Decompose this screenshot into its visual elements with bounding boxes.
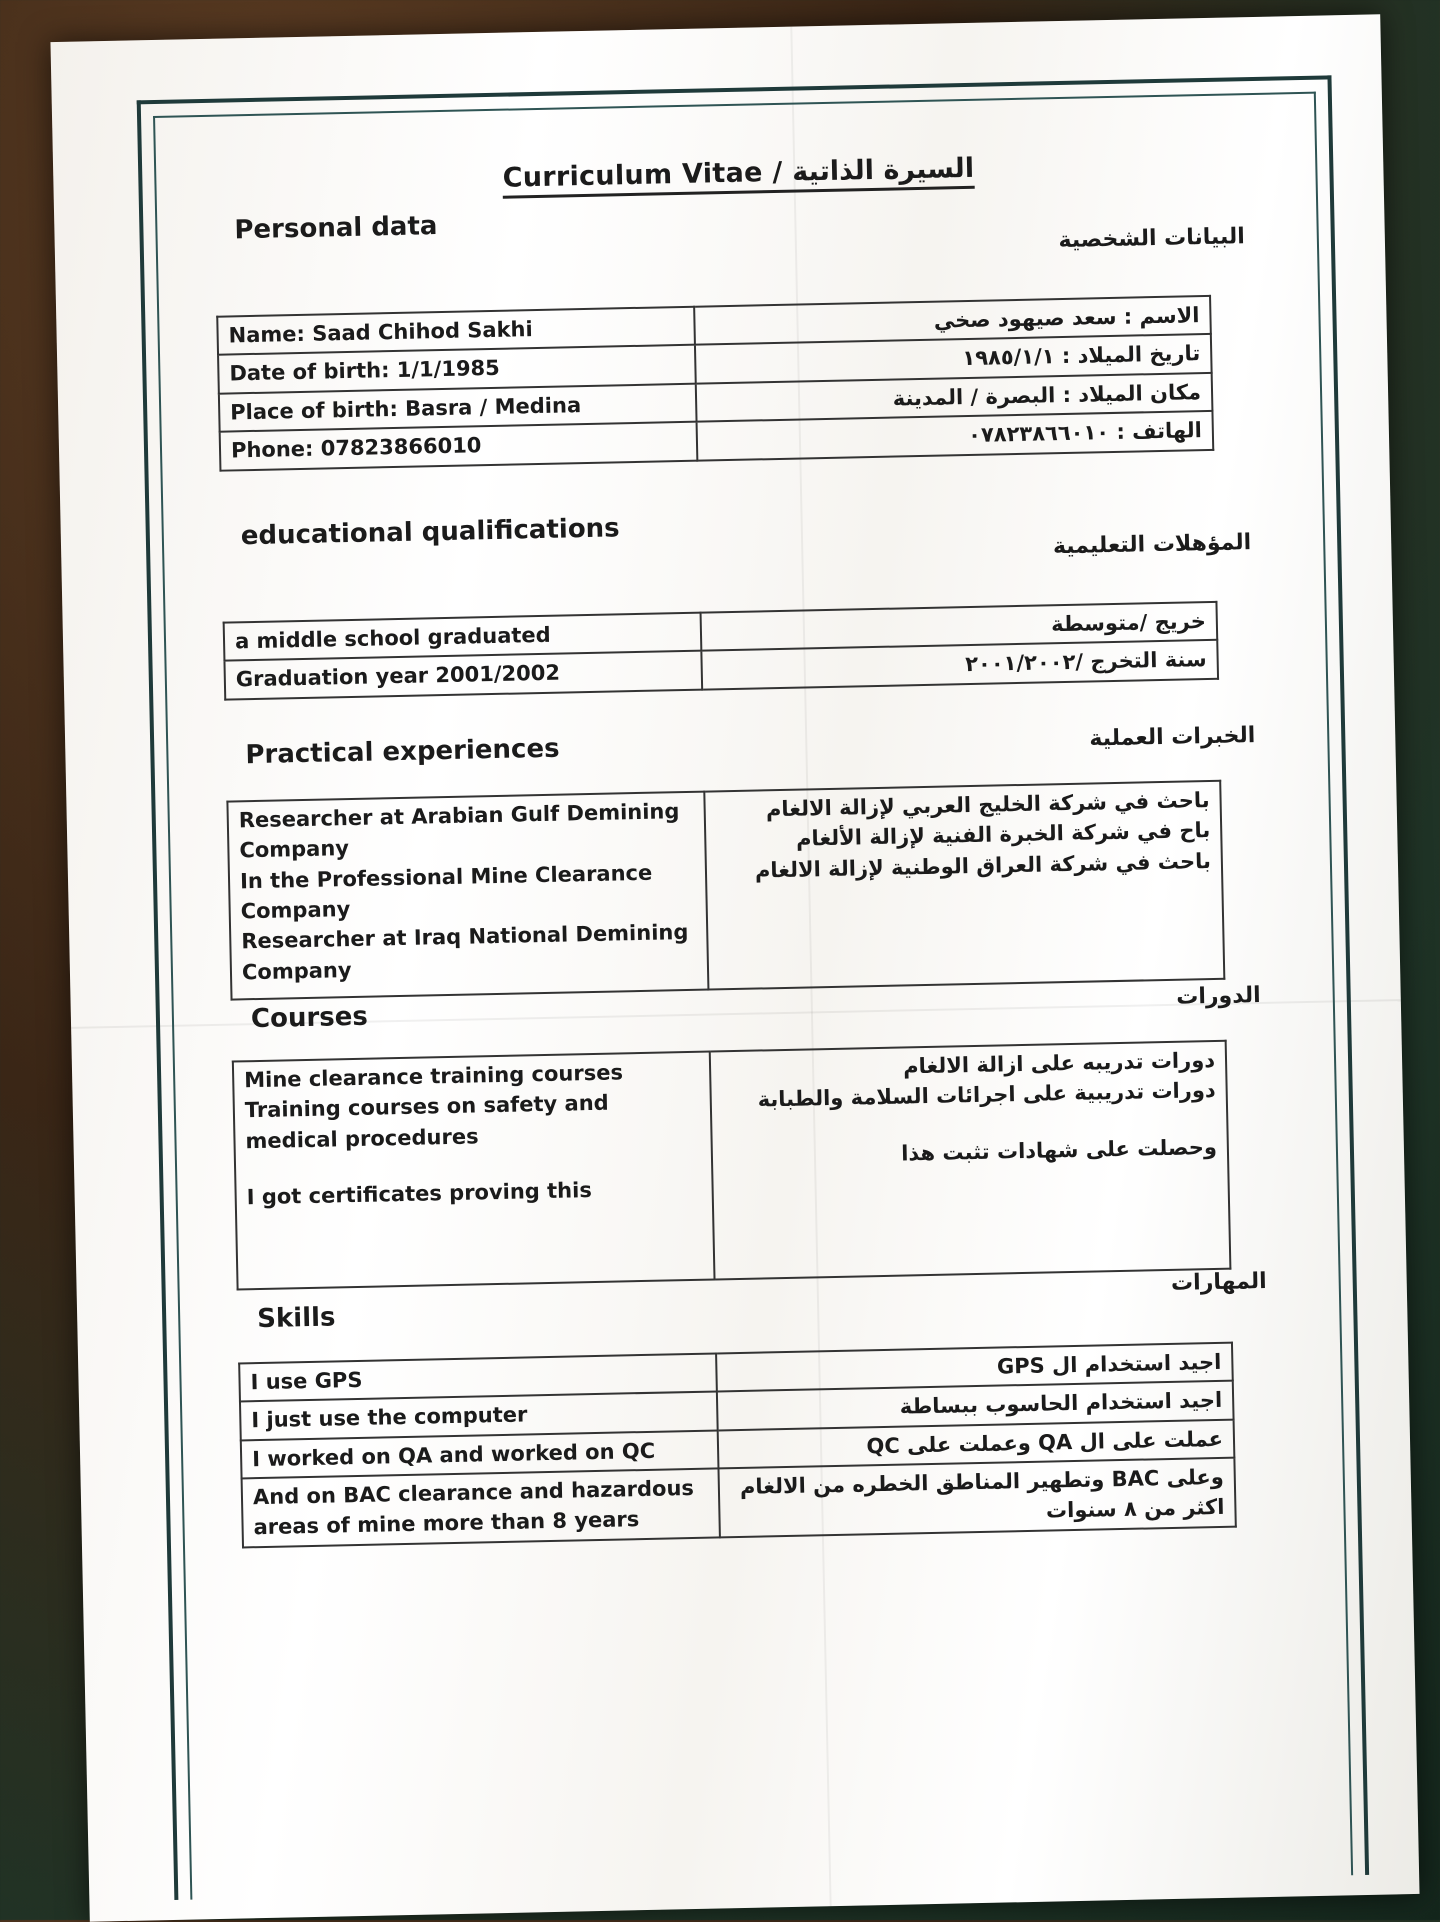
section-heading-en: Personal data bbox=[234, 211, 438, 246]
cell-ar: مكان الميلاد : البصرة / المدينة bbox=[695, 373, 1212, 422]
document-title-text: Curriculum Vitae / السيرة الذاتية bbox=[502, 153, 974, 199]
cell-ar: تاريخ الميلاد : ١٩٨٥/١/١ bbox=[695, 334, 1212, 383]
cell-en: Phone: 07823866010 bbox=[220, 422, 697, 470]
cell-en: I worked on QA and worked on QC bbox=[241, 1430, 718, 1478]
cell-en: I just use the computer bbox=[240, 1392, 717, 1440]
courses-cert-en: I got certificates proving this bbox=[246, 1177, 593, 1210]
section-heading-ar: الدورات bbox=[1175, 982, 1261, 1010]
cell-en: Place of birth: Basra / Medina bbox=[219, 384, 696, 432]
cell-ar: الاسم : سعد صيهود صخي bbox=[694, 296, 1211, 345]
courses-cert-ar: وحصلت على شهادات تثبت هذا bbox=[900, 1134, 1218, 1166]
section-heading-ar: المهارات bbox=[1170, 1268, 1267, 1296]
cell-ar: سنة التخرج /٢٠٠١/٢٠٠٢ bbox=[701, 640, 1218, 689]
cell-ar: خريج /متوسطة bbox=[700, 602, 1217, 651]
cv-content bbox=[203, 137, 1309, 1879]
cell-en: Name: Saad Chihod Sakhi bbox=[217, 307, 694, 355]
section-heading-ar: المؤهلات التعليمية bbox=[1052, 529, 1252, 559]
section-heading-en: Skills bbox=[256, 1302, 336, 1334]
cell-ar: وعلى BAC وتطهير المناطق الخطره من الالغام اكثر من ٨ سنوات bbox=[718, 1458, 1236, 1538]
courses-ar: دورات تدريبه على ازالة الالغام دورات تدريبية على اجرائات السلامة والطبابة bbox=[757, 1047, 1216, 1112]
cell-en: And on BAC clearance and hazardous areas of mine more than 8 years bbox=[242, 1468, 720, 1547]
courses-table bbox=[232, 1039, 1232, 1290]
cv-paper bbox=[50, 14, 1419, 1921]
courses-en-cell bbox=[233, 1051, 714, 1289]
experience-table bbox=[226, 779, 1225, 1000]
section-heading-en: Courses bbox=[250, 1001, 369, 1034]
table-row bbox=[227, 780, 1224, 999]
section-heading-ar: البيانات الشخصية bbox=[1058, 224, 1246, 254]
experience-en: Researcher at Arabian Gulf Demining Company In the Professional Mine Clearance Company Researcher at Iraq National Demining Company bbox=[227, 791, 708, 999]
experience-ar: باحث في شركة الخليج العربي لإزالة الالغام باح في شركة الخبرة الفنية لإزالة الألغام باحث في شركة العراق الوطنية لإزالة الالغام bbox=[704, 780, 1224, 989]
cell-ar: الهاتف : ٠٧٨٢٣٨٦٦٠١٠ bbox=[696, 411, 1213, 460]
personal-data-table bbox=[216, 295, 1214, 472]
courses-en: Mine clearance training courses Training courses on safety and medical procedures bbox=[243, 1059, 624, 1153]
section-heading-ar: الخبرات العملية bbox=[1089, 722, 1256, 752]
courses-ar-cell bbox=[709, 1040, 1230, 1279]
cell-en: Graduation year 2001/2002 bbox=[224, 651, 701, 699]
cell-en: a middle school graduated bbox=[224, 612, 701, 660]
cell-en: I use GPS bbox=[239, 1353, 716, 1401]
cell-ar: اجيد استخدام ال GPS bbox=[716, 1342, 1233, 1391]
section-heading-en: Practical experiences bbox=[245, 733, 560, 770]
skills-table bbox=[238, 1341, 1237, 1548]
cell-ar: اجيد استخدام الحاسوب ببساطة bbox=[716, 1381, 1233, 1430]
table-row bbox=[233, 1040, 1231, 1289]
cell-ar: عملت على ال QA وعملت على QC bbox=[717, 1419, 1234, 1468]
cell-en: Date of birth: 1/1/1985 bbox=[218, 345, 695, 393]
section-heading-en: educational qualifications bbox=[240, 513, 620, 552]
